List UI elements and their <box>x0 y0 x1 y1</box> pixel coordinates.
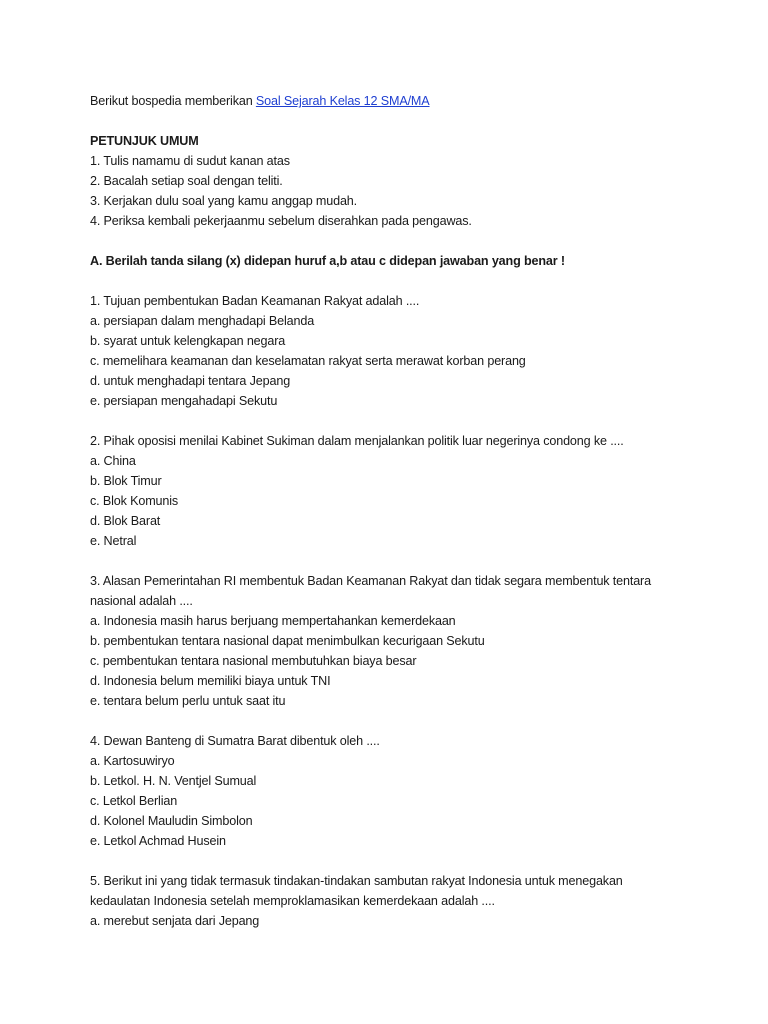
answer-option: c. Letkol Berlian <box>90 794 178 808</box>
answer-option: d. Blok Barat <box>90 514 161 528</box>
question-text: 2. Pihak oposisi menilai Kabinet Sukiman dalam menjalankan politik luar negerinya condong ke .... <box>90 434 624 448</box>
instructions-title: PETUNJUK UMUM <box>90 134 199 148</box>
answer-option: a. merebut senjata dari Jepang <box>90 914 260 928</box>
spacer <box>90 111 750 131</box>
answer-option: a. Kartosuwiryo <box>90 754 175 768</box>
answer-option: e. Letkol Achmad Husein <box>90 834 226 848</box>
instruction-item: 1. Tulis namamu di sudut kanan atas <box>90 154 290 168</box>
intro-line <box>90 91 750 111</box>
intro-text: Berikut bospedia memberikan <box>90 94 256 108</box>
question-text-continued: nasional adalah .... <box>90 594 193 608</box>
answer-option: d. untuk menghadapi tentara Jepang <box>90 374 291 388</box>
answer-option: e. persiapan mengahadapi Sekutu <box>90 394 278 408</box>
question-text: 5. Berikut ini yang tidak termasuk tindakan-tindakan sambutan rakyat Indonesia untuk menegakan <box>90 874 623 888</box>
spacer <box>90 271 750 291</box>
answer-option: d. Kolonel Mauludin Simbolon <box>90 814 253 828</box>
answer-option: b. pembentukan tentara nasional dapat menimbulkan kecurigaan Sekutu <box>90 634 485 648</box>
question-text: 1. Tujuan pembentukan Badan Keamanan Rakyat adalah .... <box>90 294 420 308</box>
instruction-item: 2. Bacalah setiap soal dengan teliti. <box>90 174 283 188</box>
question-3 <box>90 571 750 711</box>
question-text-continued: kedaulatan Indonesia setelah memproklamasikan kemerdekaan adalah .... <box>90 894 495 908</box>
spacer <box>90 551 750 571</box>
answer-option: a. Indonesia masih harus berjuang mempertahankan kemerdekaan <box>90 614 456 628</box>
spacer <box>90 411 750 431</box>
answer-option: e. Netral <box>90 534 137 548</box>
instruction-item: 4. Periksa kembali pekerjaanmu sebelum diserahkan pada pengawas. <box>90 214 472 228</box>
question-4 <box>90 731 750 851</box>
answer-option: c. Blok Komunis <box>90 494 179 508</box>
answer-option: b. Blok Timur <box>90 474 162 488</box>
answer-option: a. persiapan dalam menghadapi Belanda <box>90 314 315 328</box>
document-page <box>90 91 750 931</box>
answer-option: b. syarat untuk kelengkapan negara <box>90 334 286 348</box>
answer-option: c. pembentukan tentara nasional membutuhkan biaya besar <box>90 654 417 668</box>
soal-sejarah-link[interactable]: Soal Sejarah Kelas 12 SMA/MA <box>255 94 430 108</box>
answer-option: e. tentara belum perlu untuk saat itu <box>90 694 286 708</box>
question-1 <box>90 291 750 411</box>
answer-option: b. Letkol. H. N. Ventjel Sumual <box>90 774 257 788</box>
answer-option: c. memelihara keamanan dan keselamatan rakyat serta merawat korban perang <box>90 354 526 368</box>
instruction-item: 3. Kerjakan dulu soal yang kamu anggap mudah. <box>90 194 357 208</box>
spacer <box>90 851 750 871</box>
answer-option: d. Indonesia belum memiliki biaya untuk TNI <box>90 674 331 688</box>
spacer <box>90 711 750 731</box>
section-a-heading: A. Berilah tanda silang (x) didepan huruf a,b atau c didepan jawaban yang benar ! <box>90 254 565 268</box>
question-5 <box>90 871 750 931</box>
question-text: 3. Alasan Pemerintahan RI membentuk Badan Keamanan Rakyat dan tidak segara membentuk tentara <box>90 574 651 588</box>
question-text: 4. Dewan Banteng di Sumatra Barat dibentuk oleh .... <box>90 734 380 748</box>
answer-option: a. China <box>90 454 136 468</box>
question-2 <box>90 431 750 551</box>
spacer <box>90 231 750 251</box>
